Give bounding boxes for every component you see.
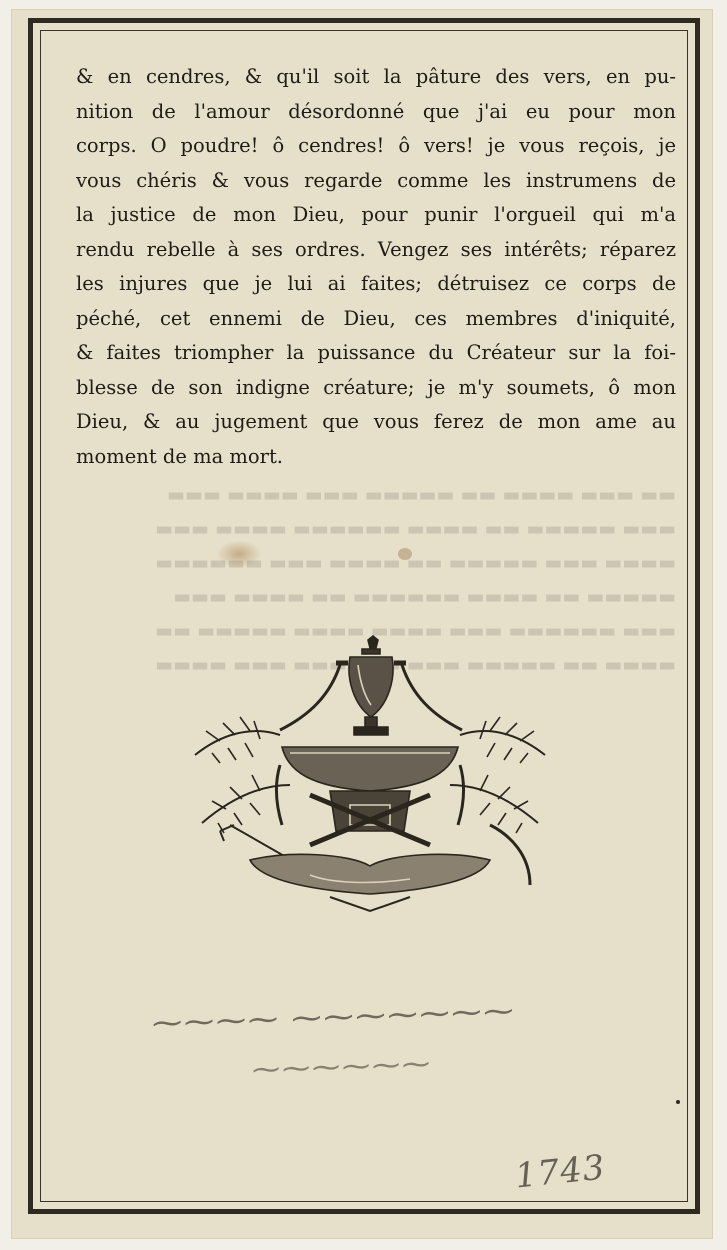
funerary-urn-vignette-icon: [190, 635, 550, 920]
handwritten-year: 1743: [513, 1147, 608, 1197]
text-line: Dieu, & au jugement que vous ferez de mon ame au: [76, 410, 676, 433]
faint-handwritten-inscription: ⁓⁓⁓⁓ ⁓⁓⁓⁓⁓⁓⁓: [151, 993, 517, 1042]
text-line: péché, cet ennemi de Dieu, ces membres d'iniquité,: [76, 306, 676, 330]
text-line: corps. O poudre! ô cendres! ô vers! je vous reçois, je: [76, 134, 676, 157]
text-line: rendu rebelle à ses ordres. Vengez ses intérêts; réparez: [76, 237, 676, 261]
faint-handwritten-inscription: ⁓⁓⁓⁓⁓⁓: [251, 1046, 433, 1087]
text-line: nition de l'amour désordonné que j'ai eu pour mon: [76, 99, 676, 123]
text-line: vous chéris & vous regarde comme les instrumens de: [76, 168, 676, 192]
paper-stain: [398, 548, 412, 560]
paper-stain: [216, 540, 262, 568]
text-line: moment de ma mort.: [76, 444, 283, 468]
text-line: & faites triompher la puissance du Créateur sur la foi-: [76, 341, 676, 364]
body-text: [76, 60, 676, 474]
text-line: les injures que je lui ai faites; détruisez ce corps de: [76, 272, 676, 295]
text-line: blesse de son indigne créature; je m'y soumets, ô mon: [76, 375, 676, 399]
text-line: & en cendres, & qu'il soit la pâture des vers, en pu-: [76, 65, 676, 88]
text-line: la justice de mon Dieu, pour punir l'orgueil qui m'a: [76, 203, 676, 226]
ink-dot: [676, 1100, 680, 1104]
